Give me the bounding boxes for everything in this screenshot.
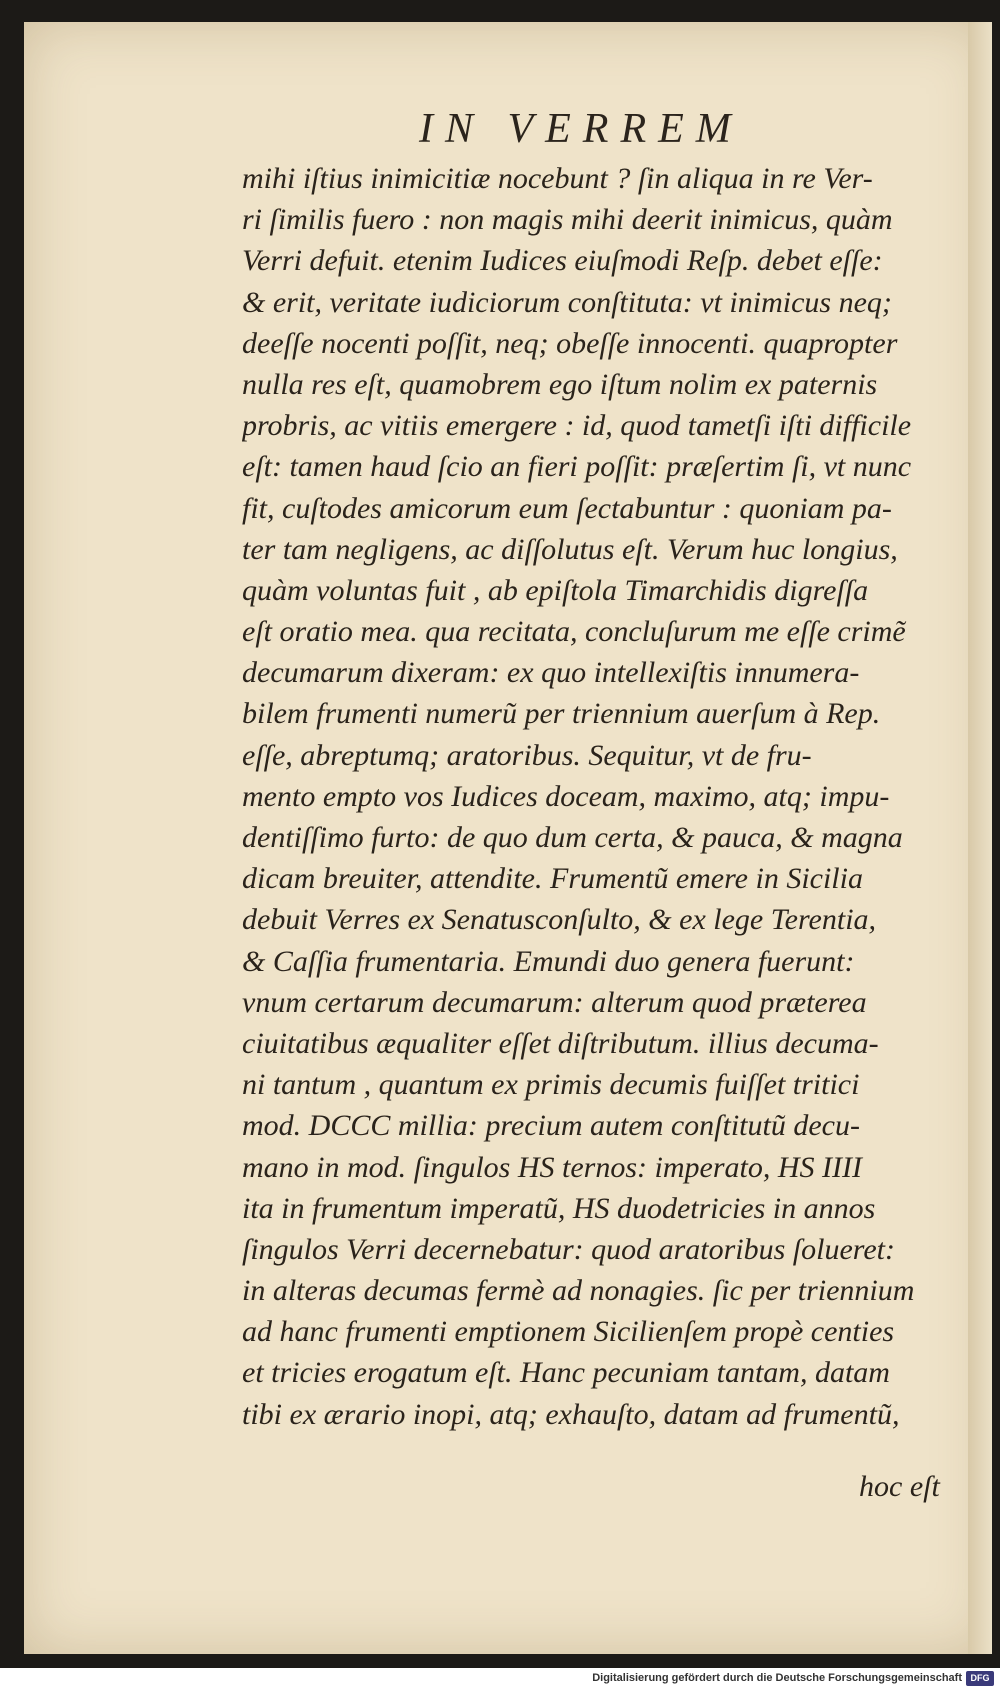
text-line: vnum certarum decumarum: alterum quod præterea <box>242 985 867 1019</box>
text-line: ter tam negligens, ac diſſolutus eſt. Verum huc longius, <box>242 532 898 566</box>
text-line: mano in mod. ſingulos HS ternos: imperato, HS IIII <box>242 1150 862 1184</box>
text-block <box>242 158 990 1435</box>
text-line: mod. DCCC millia: precium autem conſtitutũ decu- <box>242 1109 860 1143</box>
footer-bar <box>0 1668 1000 1691</box>
text-line: & Caſſia frumentaria. Emundi duo genera fuerunt: <box>242 944 855 978</box>
text-line: eſſe, abreptumq; aratoribus. Sequitur, vt de fru- <box>242 738 812 772</box>
text-line: et tricies erogatum eſt. Hanc pecuniam tantam, datam <box>242 1356 890 1390</box>
book-page <box>24 22 992 1654</box>
text-line: decumarum dixeram: ex quo intellexiſtis innumera- <box>242 656 860 690</box>
text-line: in alteras decumas fermè ad nonagies. ſic per triennium <box>242 1274 915 1308</box>
running-head: IN VERREM <box>419 106 743 152</box>
text-line: ad hanc frumenti emptionem Sicilienſem propè centies <box>242 1315 895 1349</box>
text-line: ſingulos Verri decernebatur: quod aratoribus ſolueret: <box>242 1232 895 1266</box>
text-line: mihi iſtius inimicitiæ nocebunt ? ſin aliqua in re Ver- <box>242 162 873 195</box>
text-line: bilem frumenti numerũ per triennium auerſum à Rep. <box>242 697 881 731</box>
text-line: dentiſſimo furto: de quo dum certa, & pauca, & magna <box>242 821 903 854</box>
text-line: ri ſimilis fuero : non magis mihi deerit inimicus, quàm <box>242 203 893 237</box>
text-line: dicam breuiter, attendite. Frumentũ emere in Sicilia <box>242 862 863 896</box>
text-line: ciuitatibus æqualiter eſſet diſtributum. illius decuma- <box>242 1026 879 1060</box>
text-line: nulla res eſt, quamobrem ego iſtum nolim ex paternis <box>242 367 878 401</box>
text-line: eſt oratio mea. qua recitata, concluſurum me eſſe crimẽ <box>242 615 906 649</box>
text-line: fit, cuſtodes amicorum eum ſectabuntur : quoniam pa- <box>242 491 892 525</box>
text-line: tibi ex ærario inopi, atq; exhauſto, datam ad frumentũ, <box>242 1397 900 1431</box>
text-line: Verri defuit. etenim Iudices eiuſmodi Reſp. debet eſſe: <box>242 244 883 278</box>
text-line: debuit Verres ex Senatusconſulto, & ex lege Terentia, <box>242 903 877 937</box>
text-line: probris, ac vitiis emergere : id, quod tametſi iſti difficile <box>242 409 912 443</box>
text-line: ita in frumentum imperatũ, HS duodetricies in annos <box>242 1191 876 1225</box>
dfg-logo: DFG <box>966 1671 994 1686</box>
text-line: & erit, veritate iudiciorum conſtituta: vt inimicus neq; <box>242 285 892 319</box>
text-line: quàm voluntas fuit , ab epiſtola Timarchidis digreſſa <box>242 573 869 607</box>
text-line: mento empto vos Iudices doceam, maximo, atq; impu- <box>242 779 890 813</box>
text-line: deeſſe nocenti poſſit, neq; obeſſe innocenti. quapropter <box>242 326 898 360</box>
catchword: hoc eſt <box>859 1470 940 1503</box>
text-line: eſt: tamen haud ſcio an fieri poſſit: præſertim ſi, vt nunc <box>242 450 912 484</box>
footer-credit: Digitalisierung gefördert durch die Deutsche Forschungsgemeinschaft <box>592 1672 962 1684</box>
text-line: ni tantum , quantum ex primis decumis fuiſſet tritici <box>242 1068 860 1102</box>
